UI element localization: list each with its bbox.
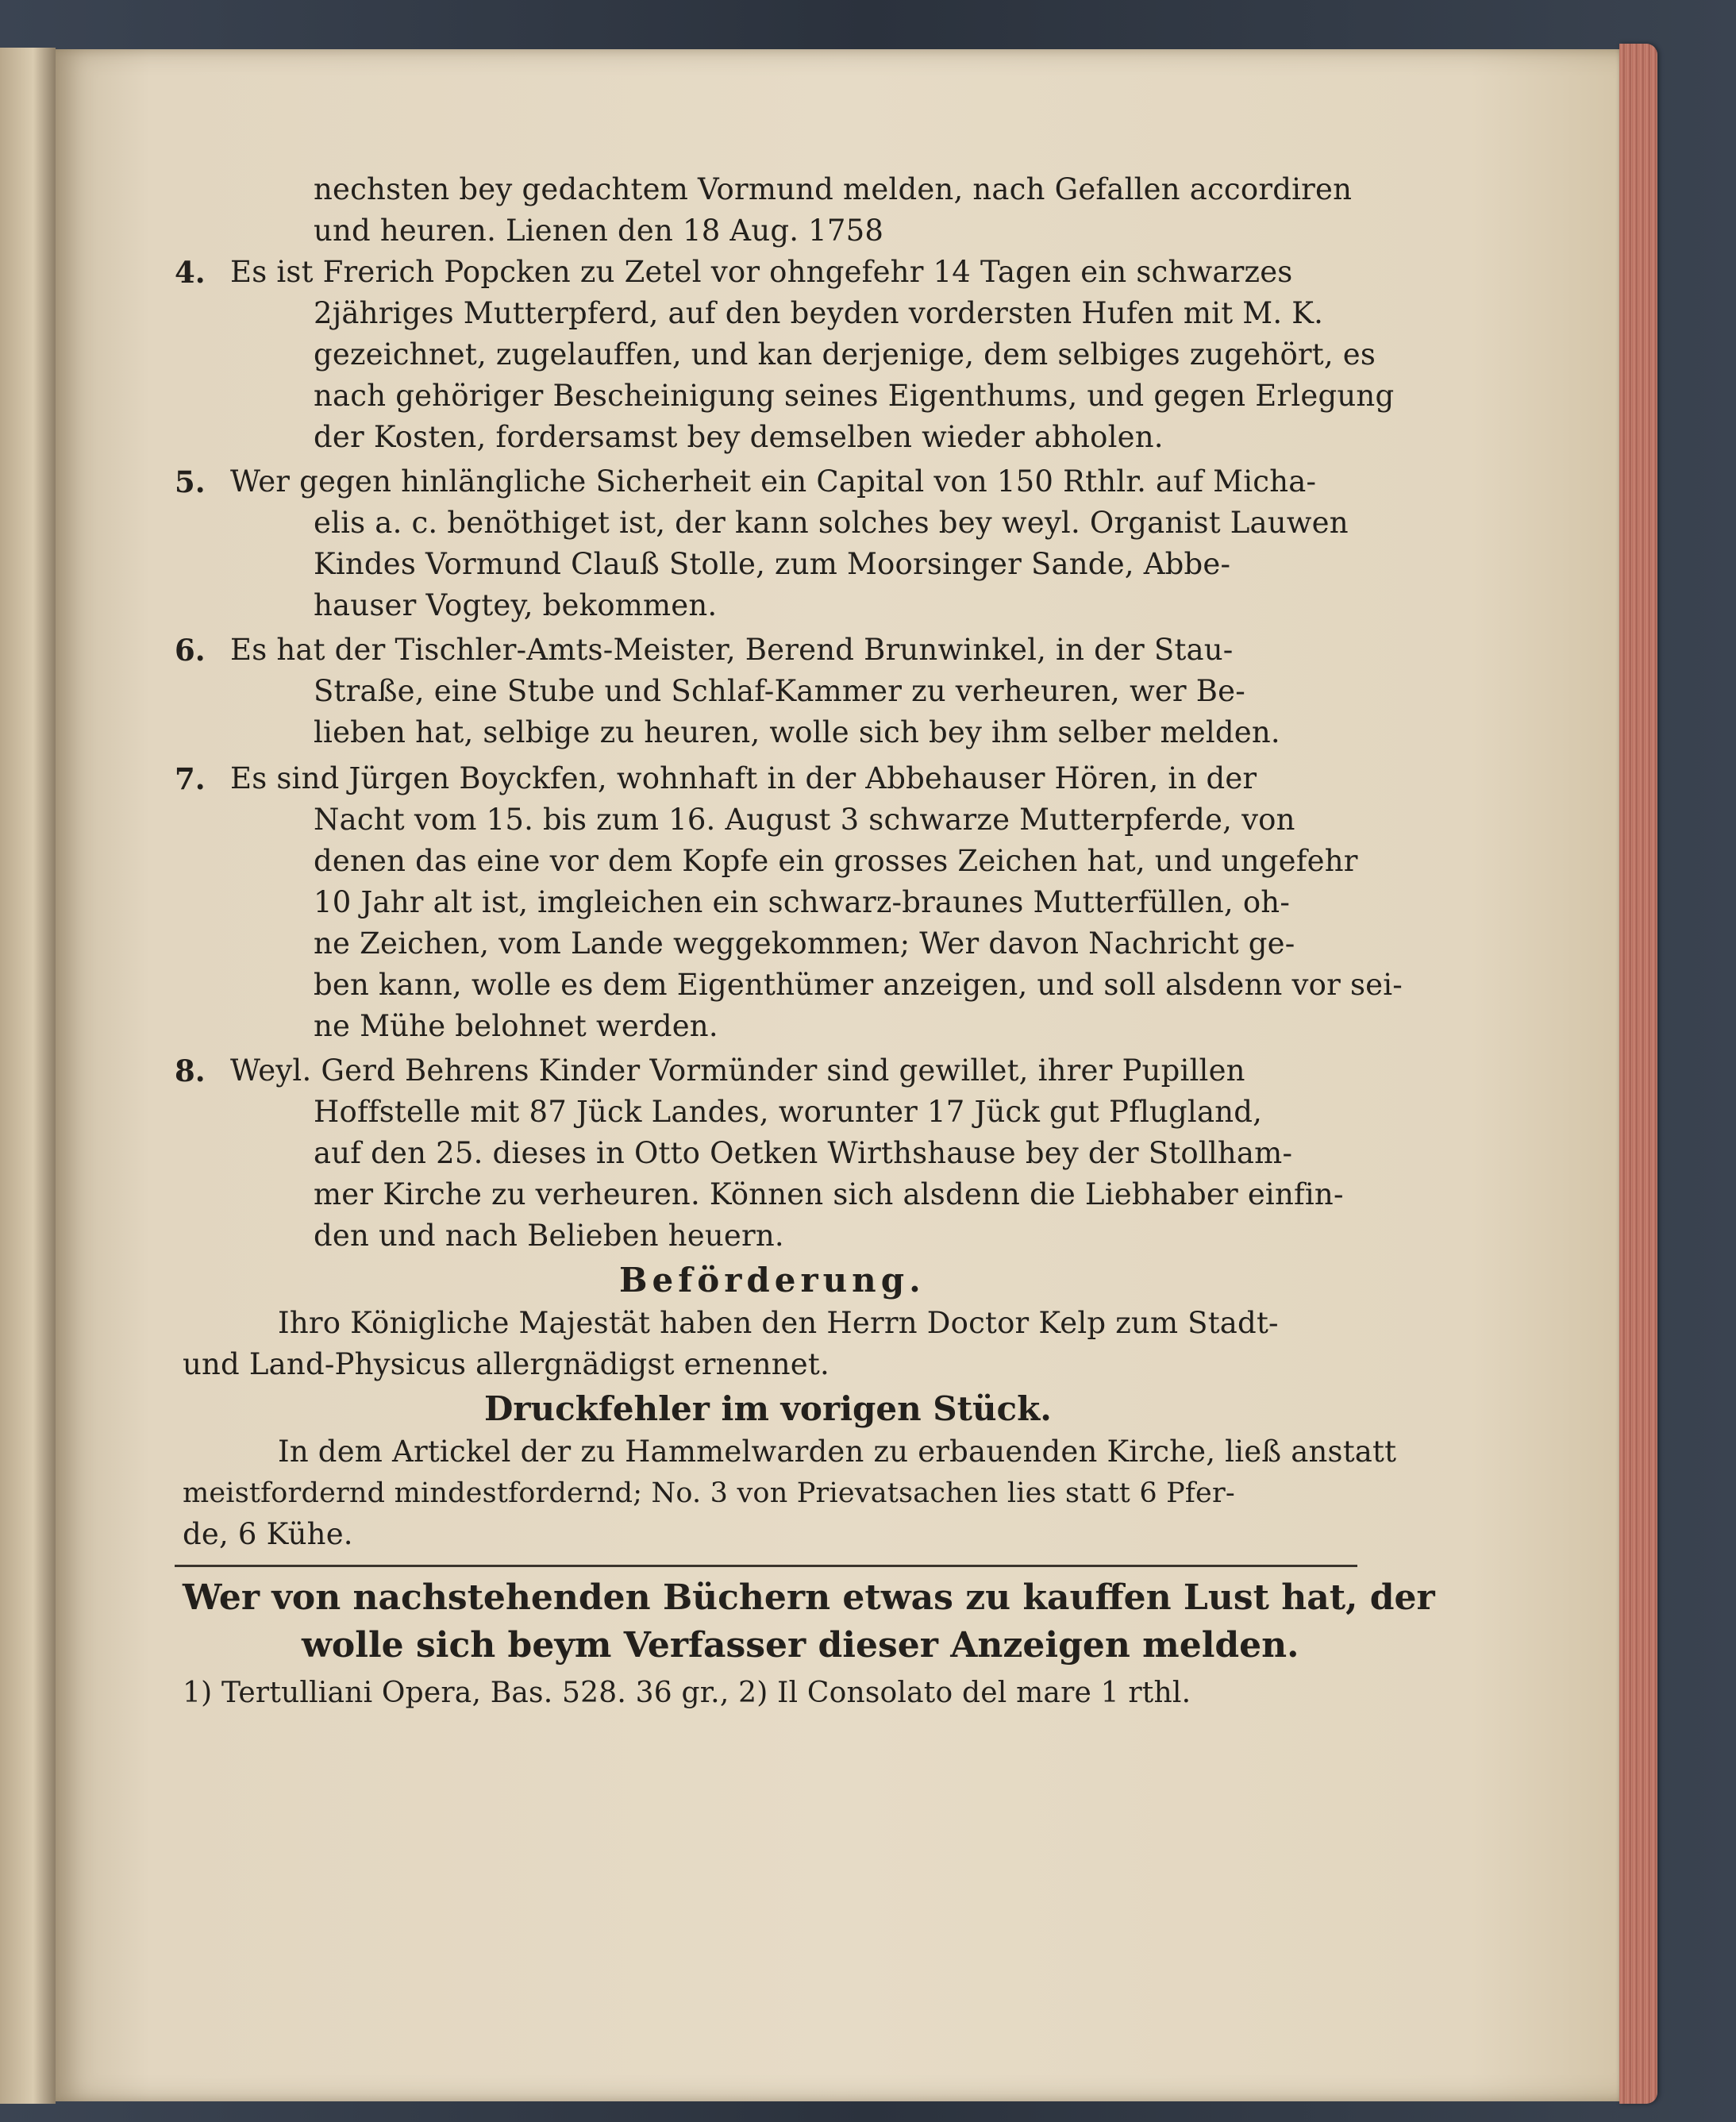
druckfehler-heading: Druckfehler im vorigen Stück. xyxy=(484,1389,1052,1428)
entry5-line-3: Kindes Vormund Clauß Stolle, zum Moorsinger Sande, Abbe- xyxy=(314,547,1231,581)
entry7-line-3: denen das eine vor dem Kopfe ein grosses Zeichen hat, und ungefehr xyxy=(314,844,1358,878)
entry6-line-1: Es hat der Tischler-Amts-Meister, Berend Brunwinkel, in der Stau- xyxy=(230,633,1234,667)
entry8-line-3: auf den 25. dieses in Otto Oetken Wirthshause bey der Stollham- xyxy=(314,1136,1293,1170)
entry6-number: 6. xyxy=(175,633,206,668)
page-block-edge xyxy=(1619,44,1657,2104)
facing-page-edge xyxy=(0,48,56,2104)
entry6-line-2: Straße, eine Stube und Schlaf-Kammer zu verheuren, wer Be- xyxy=(314,674,1245,708)
entry7-line-7: ne Mühe belohnet werden. xyxy=(314,1009,718,1043)
befoerderung-line-2: und Land-Physicus allergnädigst ernennet. xyxy=(183,1347,830,1381)
entry5-number: 5. xyxy=(175,464,206,499)
entry4-line-4: nach gehöriger Bescheinigung seines Eigenthums, und gegen Erlegung xyxy=(314,379,1395,413)
entry3-line-2: und heuren. Lienen den 18 Aug. 1758 xyxy=(314,214,884,248)
entry7-line-4: 10 Jahr alt ist, imgleichen ein schwarz-braunes Mutterfüllen, oh- xyxy=(314,885,1291,919)
entry4-line-1: Es ist Frerich Popcken zu Zetel vor ohngefehr 14 Tagen ein schwarzes xyxy=(230,255,1293,289)
entry3-line-1: nechsten bey gedachtem Vormund melden, nach Gefallen accordiren xyxy=(314,172,1353,206)
entry7-line-2: Nacht vom 15. bis zum 16. August 3 schwarze Mutterpferde, von xyxy=(314,803,1295,837)
buecher-list-line: 1) Tertulliani Opera, Bas. 528. 36 gr., 2) Il Consolato del mare 1 rthl. xyxy=(183,1677,1191,1709)
befoerderung-heading: Beförderung. xyxy=(619,1261,926,1300)
befoerderung-line-1: Ihro Königliche Majestät haben den Herrn Doctor Kelp zum Stadt- xyxy=(278,1306,1279,1340)
entry7-line-1: Es sind Jürgen Boyckfen, wohnhaft in der Abbehauser Hören, in der xyxy=(230,761,1257,795)
entry8-line-4: mer Kirche zu verheuren. Können sich alsdenn die Liebhaber einfin- xyxy=(314,1177,1344,1211)
entry8-line-2: Hoffstelle mit 87 Jück Landes, worunter 17 Jück gut Pflugland, xyxy=(314,1095,1263,1129)
entry4-line-3: gezeichnet, zugelauffen, und kan derjenige, dem selbiges zugehört, es xyxy=(314,337,1376,372)
entry7-line-5: ne Zeichen, vom Lande weggekommen; Wer davon Nachricht ge- xyxy=(314,926,1295,961)
entry5-line-4: hauser Vogtey, bekommen. xyxy=(314,588,718,622)
entry5-line-2: elis a. c. benöthiget ist, der kann solches bey weyl. Organist Lauwen xyxy=(314,506,1349,540)
entry6-line-3: lieben hat, selbige zu heuren, wolle sich bey ihm selber melden. xyxy=(314,715,1280,749)
druckfehler-line-3: de, 6 Kühe. xyxy=(183,1517,353,1551)
entry8-number: 8. xyxy=(175,1053,206,1088)
entry4-line-2: 2jähriges Mutterpferd, auf den beyden vordersten Hufen mit M. K. xyxy=(314,296,1324,330)
entry4-line-5: der Kosten, fordersamst bey demselben wieder abholen. xyxy=(314,420,1164,454)
druckfehler-line-1: In dem Artickel der zu Hammelwarden zu erbauenden Kirche, ließ anstatt xyxy=(278,1435,1397,1469)
entry5-line-1: Wer gegen hinlängliche Sicherheit ein Capital von 150 Rthlr. auf Micha- xyxy=(230,464,1317,499)
entry8-line-1: Weyl. Gerd Behrens Kinder Vormünder sind gewillet, ihrer Pupillen xyxy=(230,1053,1245,1088)
buecher-line-2: wolle sich beym Verfasser dieser Anzeigen melden. xyxy=(302,1625,1299,1666)
buecher-line-1: Wer von nachstehenden Büchern etwas zu kauffen Lust hat, der xyxy=(183,1577,1435,1618)
druckfehler-line-2: meistfordernd mindestfordernd; No. 3 von Prievatsachen lies statt 6 Pfer- xyxy=(183,1477,1235,1509)
entry4-number: 4. xyxy=(175,255,206,290)
entry7-number: 7. xyxy=(175,761,206,796)
entry8-line-5: den und nach Belieben heuern. xyxy=(314,1219,784,1253)
entry7-line-6: ben kann, wolle es dem Eigenthümer anzeigen, und soll alsdenn vor sei- xyxy=(314,968,1403,1002)
section-rule xyxy=(175,1565,1357,1567)
